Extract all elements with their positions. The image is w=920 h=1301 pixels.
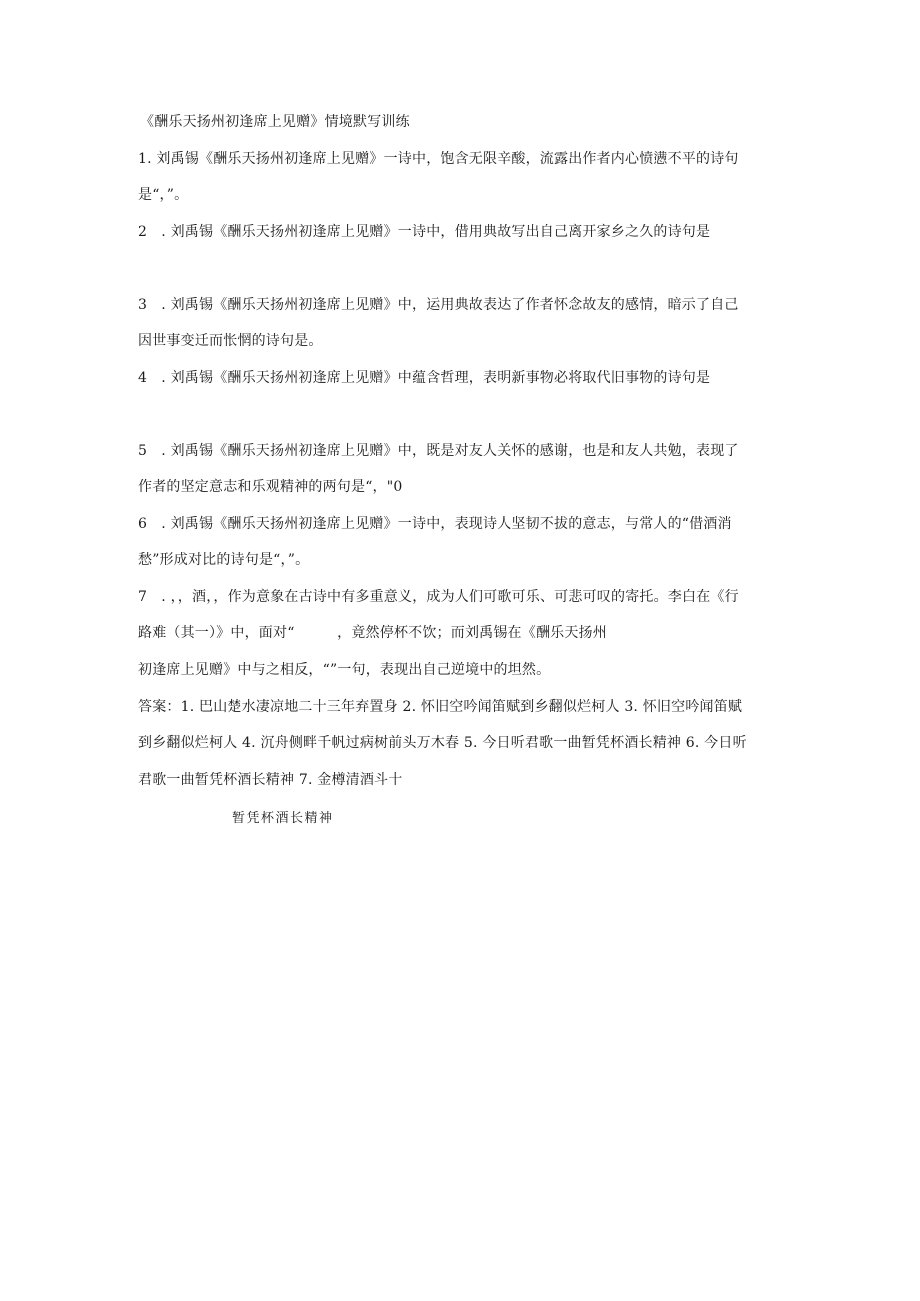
question-5-line-2: 作者的坚定意志和乐观精神的两句是“，"0 <box>138 479 403 495</box>
question-3-line-2: 因世事变迁而怅惘的诗句是。 <box>138 333 323 349</box>
question-1-line-1: 1. 刘禹锡《酬乐天扬州初逢席上见赠》一诗中，饱含无限辛酸，流露出作者内心愤懑不平的诗句 <box>138 151 739 167</box>
question-7-line-1: 7 . ，，酒，，作为意象在古诗中有多重意义，成为人们可歌可乐、可悲可叹的寄托。李白在《行 <box>138 589 739 605</box>
question-4-line-1: 4 . 刘禹锡《酬乐天扬州初逢席上见赠》中蕴含哲理，表明新事物必将取代旧事物的诗句是 <box>138 370 711 386</box>
page-title: 《酬乐天扬州初逢席上见赠》情境默写训练 <box>140 114 410 130</box>
question-7-line-3: 初逢席上见赠》中与之相反，“”一句，表现出自己逆境中的坦然。 <box>138 662 551 678</box>
answers-line-1: 答案：1. 巴山楚水凄凉地二十三年弃置身 2. 怀旧空吟闻笛赋到乡翻似烂柯人 3. 怀旧空吟闻笛赋 <box>138 699 743 715</box>
answers-line-3: 君歌一曲暂凭杯酒长精神 7. 金樽清酒斗十 <box>138 772 403 788</box>
answers-line-2: 到乡翻似烂柯人 4. 沉舟侧畔千帆过病树前头万木春 5. 今日听君歌一曲暂凭杯酒长精神 6. 今日听 <box>138 735 747 751</box>
question-6-line-1: 6 . 刘禹锡《酬乐天扬州初逢席上见赠》一诗中，表现诗人坚韧不拔的意志，与常人的“借酒消 <box>138 516 732 532</box>
question-5-line-1: 5 . 刘禹锡《酬乐天扬州初逢席上见赠》中，既是对友人关怀的感谢，也是和友人共勉，表现了 <box>138 443 739 459</box>
question-7-line-2: 路难（其一）》中，面对“ ，竟然停杯不饮；而刘禹锡在《酬乐天扬州 <box>138 625 607 641</box>
question-3-line-1: 3 . 刘禹锡《酬乐天扬州初逢席上见赠》中，运用典故表达了作者怀念故友的感情，暗示了自己 <box>138 297 739 313</box>
question-2-line-1: 2 . 刘禹锡《酬乐天扬州初逢席上见赠》一诗中，借用典故写出自己离开家乡之久的诗句是 <box>138 224 711 240</box>
footer-note: 暂凭杯酒长精神 <box>232 811 334 826</box>
question-1-line-2: 是“，”。 <box>138 187 189 203</box>
question-6-line-2: 愁”形成对比的诗句是“，”。 <box>138 552 310 568</box>
